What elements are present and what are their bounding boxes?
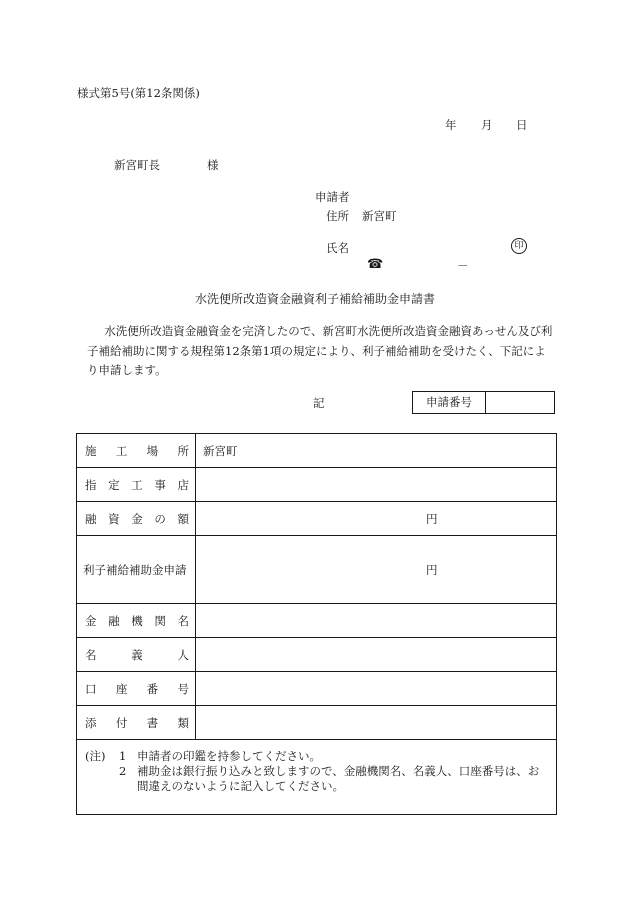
name-label: 氏名 [326, 241, 349, 255]
designated-contractor-field[interactable] [196, 468, 556, 501]
row-label-account-holder [77, 638, 196, 671]
applicant-heading: 申請者 [315, 190, 350, 204]
honorific: 様 [207, 158, 219, 172]
ki-mark: 記 [313, 396, 325, 410]
table-row [77, 434, 556, 468]
date-day-label: 日 [516, 118, 528, 132]
date-year-label: 年 [445, 118, 457, 132]
label-char: 書 [146, 715, 159, 730]
application-number-label: 申請番号 [413, 392, 486, 413]
application-table [76, 433, 557, 815]
label-char: 工 [131, 477, 143, 492]
label-char: 関 [154, 613, 166, 628]
row-label-financial-institution [77, 604, 196, 637]
label-char: 添 [85, 715, 97, 730]
label-char: 所 [177, 443, 189, 458]
label-char: 資 [108, 511, 120, 526]
label-char: 工 [115, 443, 128, 458]
account-number-field[interactable] [196, 672, 556, 705]
form-number: 様式第5号(第12条関係) [77, 86, 200, 100]
table-row [77, 502, 556, 536]
label-char: 融 [108, 613, 120, 628]
table-row [77, 536, 556, 604]
label-char: 付 [115, 715, 128, 730]
note-item [119, 764, 548, 794]
label-char: 義 [131, 647, 143, 662]
label-char: 定 [108, 477, 120, 492]
address-value: 新宮町 [362, 209, 397, 223]
account-holder-field[interactable] [196, 638, 556, 671]
label-char: 号 [177, 681, 189, 696]
label-char: 機 [131, 613, 143, 628]
row-label-attachments [77, 706, 196, 739]
seal-mark: 印 [511, 238, 527, 254]
row-label-designated-contractor [77, 468, 196, 501]
notes-list [119, 749, 556, 814]
label-char: 施 [85, 443, 97, 458]
label-char: 番 [146, 681, 159, 696]
note-item [119, 749, 548, 764]
note-text: 申請者の印鑑を持参してください。 [137, 749, 321, 763]
label-char: 店 [177, 477, 189, 492]
label-char: の [154, 511, 166, 526]
label-char: 人 [177, 647, 189, 662]
body-text: 水洗便所改造資金融資金を完済したので、新宮町水洗便所改造資金融資あっせん及び利子補給補助に関する規程第12条第1項の規定により、利子補給補助を受けたく、下記により申請します。 [87, 324, 553, 377]
loan-amount-field[interactable]: 円 [426, 511, 438, 526]
phone-separator: － [457, 259, 469, 273]
row-label-loan-amount [77, 502, 196, 535]
label-char: 類 [177, 715, 189, 730]
table-row [77, 638, 556, 672]
label-char: 金 [131, 511, 143, 526]
table-row [77, 672, 556, 706]
row-label-account-number [77, 672, 196, 705]
note-text: 補助金は銀行振り込みと致しますので、金融機関名、名義人、口座番号は、お間違えのないように記入してください。 [137, 764, 540, 793]
application-number-box [412, 391, 555, 414]
date-month-label: 月 [481, 118, 493, 132]
notes-section [77, 740, 556, 814]
address-label: 住所 [326, 209, 349, 223]
label-char: 口 [85, 681, 97, 696]
phone-icon: ☎ [367, 257, 384, 272]
label-char: 座 [115, 681, 128, 696]
label-char: 額 [177, 511, 189, 526]
financial-institution-field[interactable] [196, 604, 556, 637]
note-number: 1 [119, 749, 127, 763]
construction-site-field[interactable]: 新宮町 [203, 443, 238, 458]
addressee: 新宮町長 [114, 158, 160, 172]
table-row [77, 604, 556, 638]
subsidy-request-field[interactable]: 円 [426, 562, 438, 577]
attachments-field[interactable] [196, 706, 556, 739]
label-char: 指 [85, 477, 97, 492]
row-label-construction-site [77, 434, 196, 467]
label-char: 名 [177, 613, 189, 628]
label-char: 融 [85, 511, 97, 526]
note-number: 2 [119, 764, 127, 778]
table-row [77, 706, 556, 740]
notes-prefix: (注) [85, 749, 106, 763]
label-char: 金 [85, 613, 97, 628]
application-number-field[interactable] [486, 392, 554, 413]
row-label-subsidy-request: 利子補給補助金申請 [77, 536, 196, 603]
document-title: 水洗便所改造資金融資利子補給補助金申請書 [194, 292, 435, 306]
label-char: 事 [154, 477, 166, 492]
label-char: 名 [85, 647, 97, 662]
label-char: 場 [146, 443, 159, 458]
table-row [77, 468, 556, 502]
